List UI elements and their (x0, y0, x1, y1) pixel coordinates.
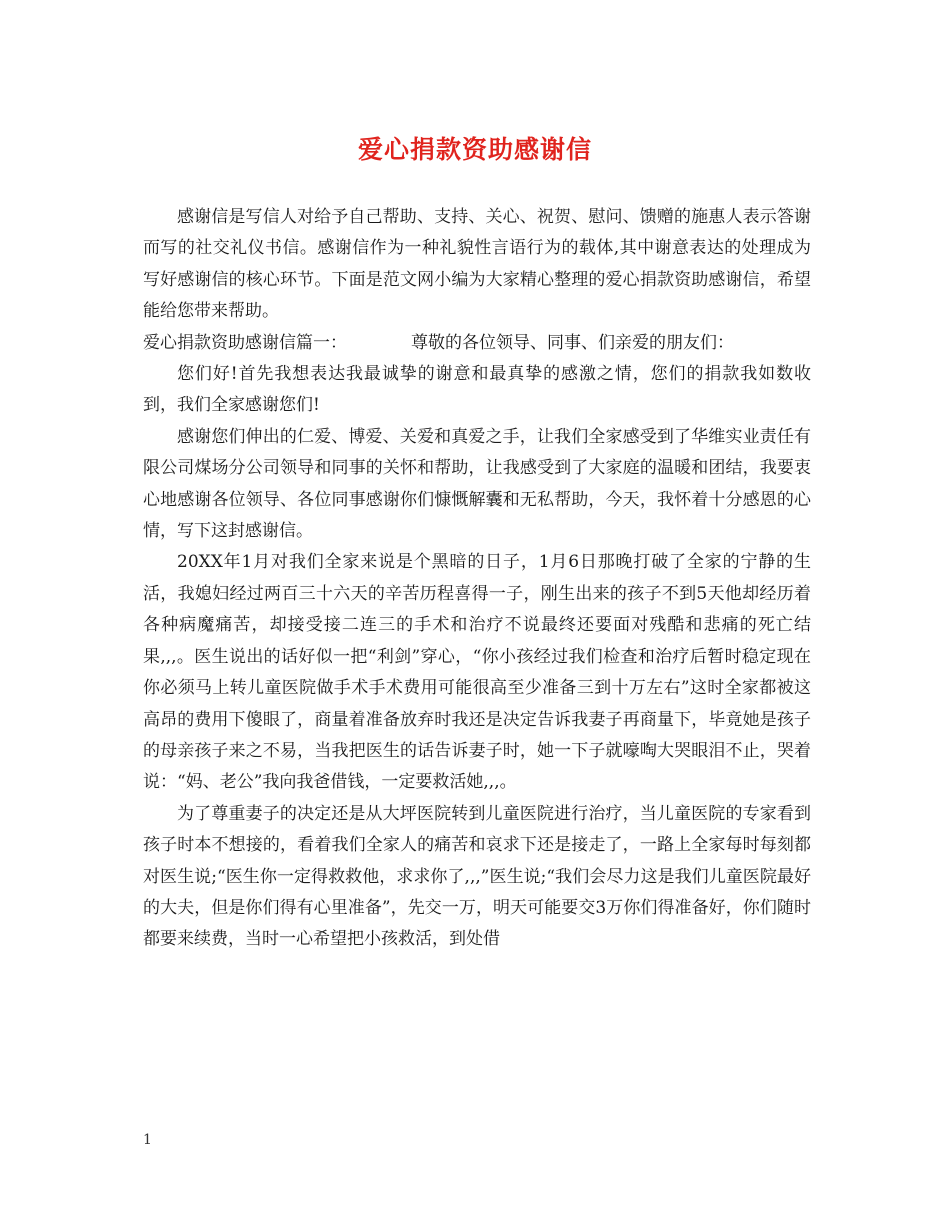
heading-label: 爱心捐款资助感谢信篇一： (143, 332, 347, 353)
paragraph-2: 感谢您们伸出的仁爱、博爱、关爱和真爱之手，让我们全家感受到了华维实业责任有限公司煤场分公司领导和同事的关怀和帮助，让我感受到了大家庭的温暖和团结，我要衷心地感谢各位领导、各位同事感谢你们慷慨解囊和无私帮助，今天，我怀着十分感恩的心情，写下这封感谢信。 (143, 426, 811, 542)
intro-paragraph: 感谢信是写信人对给予自己帮助、支持、关心、祝贺、慰问、馈赠的施惠人表示答谢而写的社交礼仪书信。感谢信作为一种礼貌性言语行为的载体,其中谢意表达的处理成为写好感谢信的核心环节。下面是范文网小编为大家精心整理的爱心捐款资助感谢信，希望能给您带来帮助。 (143, 207, 811, 322)
heading-line (143, 328, 811, 359)
letter-body (143, 202, 811, 956)
page-number: 1 (143, 1132, 152, 1148)
paragraph-3: 20XX年1月对我们全家来说是个黑暗的日子，1月6日那晚打破了全家的宁静的生活，我媳妇经过两百三十六天的辛苦历程喜得一子，刚生出来的孩子不到5天他却经历着各种病魔痛苦，却接受接二连三的手术和治疗不说最终还要面对残酷和悲痛的死亡结果,,,。医生说出的话好似一把“利剑”穿心，“你小孩经过我们检查和治疗后暂时稳定现在你必须马上转儿童医院做手术手术费用可能很高至少准备三到十万左右”这时全家都被这高昂的费用下傻眼了，商量着准备放弃时我还是决定告诉我妻子再商量下，毕竟她是孩子的母亲孩子来之不易，当我把医生的话告诉妻子时，她一下子就嚎啕大哭眼泪不止，哭着说：“妈、老公”我向我爸借钱，一定要救活她,,,。 (143, 552, 811, 793)
paragraph-1: 您们好!首先我想表达我最诚挚的谢意和最真挚的感激之情，您们的捐款我如数收到，我们全家感谢您们! (143, 364, 811, 416)
salutation: 尊敬的各位领导、同事、们亲爱的朋友们： (411, 332, 734, 353)
paragraph-4: 为了尊重妻子的决定还是从大坪医院转到儿童医院进行治疗，当儿童医院的专家看到孩子时本不想接的，看着我们全家人的痛苦和哀求下还是接走了，一路上全家每时每刻都对医生说;“医生你一定得救救他，求求你了,,,”医生说;“我们会尽力这是我们儿童医院最好的大夫，但是你们得有心里准备”，先交一万，明天可能要交3万你们得准备好，你们随时都要来续费，当时一心希望把小孩救活，到处借 (143, 803, 811, 950)
document-title: 爱心捐款资助感谢信 (357, 135, 592, 164)
